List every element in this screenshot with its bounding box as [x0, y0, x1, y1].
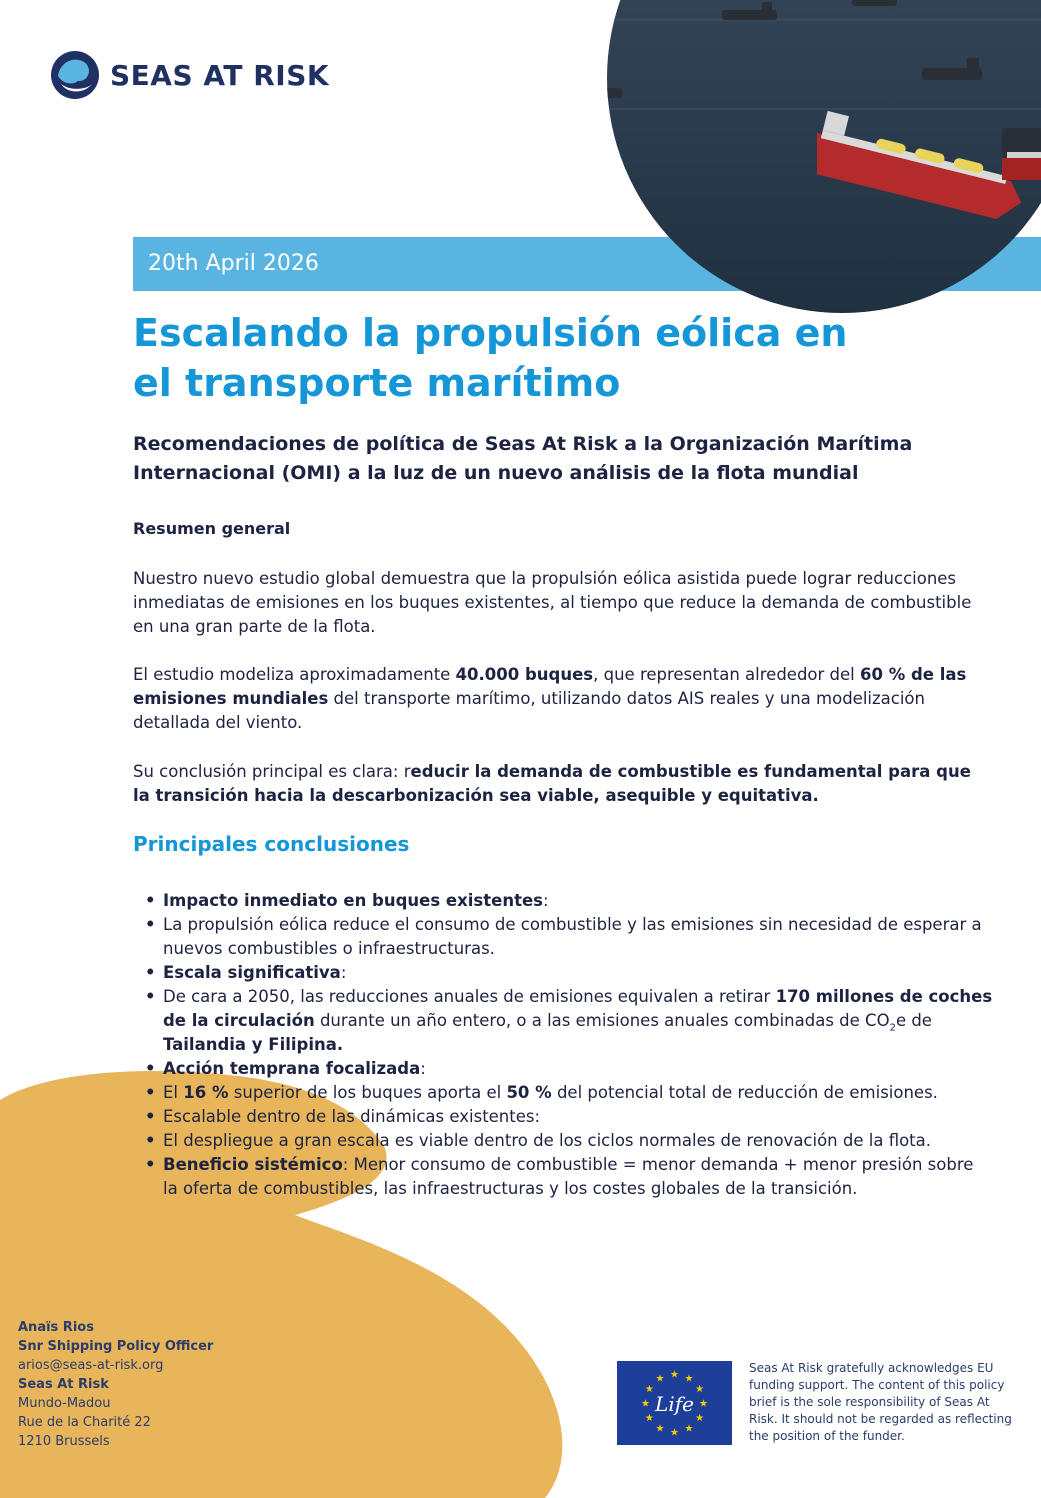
eu-star-icon: ★: [699, 1398, 708, 1410]
summary-paragraph-1: Nuestro nuevo estudio global demuestra que la propulsión eólica asistida puede lograr reducciones inmediatas de emisiones en los buques existentes, al tiempo que reduce la demanda de combustible en una gran parte de la flota.: [133, 569, 972, 636]
list-item: [163, 913, 993, 961]
conclusions-list: [163, 889, 993, 1201]
contact-address-line-3: 1210 Brussels: [18, 1434, 110, 1449]
bullet-6-text-c: superior de los buques aporta el: [228, 1083, 507, 1102]
bullet-1-bold: Impacto inmediato en buques existentes: [163, 891, 543, 910]
bullet-8-text: El despliegue a gran escala es viable dentro de los ciclos normales de renovación de la flota.: [163, 1131, 932, 1150]
list-item: [163, 1057, 993, 1081]
page-subtitle: Recomendaciones de política de Seas At Risk a la Organización Marítima Internacional (OMI) a la luz de un nuevo análisis de la flota mundial: [133, 433, 913, 484]
summary-paragraph-2: [133, 663, 993, 735]
eu-star-icon: ★: [641, 1398, 650, 1410]
bullet-6-bold-50: 50 %: [506, 1083, 552, 1102]
contact-name: Anaïs Rios: [18, 1320, 94, 1335]
contact-block: [18, 1318, 213, 1451]
bullet-9-bold: Beneficio sistémico: [163, 1155, 343, 1174]
eu-star-icon: ★: [644, 1384, 654, 1395]
contact-address-line-1: Mundo-Madou: [18, 1396, 111, 1411]
summary-paragraph-3: [133, 760, 993, 808]
p3-bold-conclusion: educir la demanda de combustible es fundamental para que la transición hacia la descarbonización sea viable, asequible y equitativa.: [133, 762, 971, 805]
bullet-2-text: La propulsión eólica reduce el consumo de combustible y las emisiones sin necesidad de esperar a nuevos combustibles o infraestructuras.: [163, 915, 982, 958]
bullet-6-text-d: del potencial total de reducción de emisiones.: [551, 1083, 938, 1102]
bullet-9-rest: : Menor consumo de combustible = menor demanda + menor presión sobre la oferta de combustibles, las infraestructuras y los costes globales de la transición.: [163, 1155, 974, 1198]
bullet-4-text-c: durante un año entero, o a las emisiones anuales combinadas de CO: [314, 1011, 890, 1030]
eu-star-icon: ★: [655, 1373, 665, 1385]
list-item: [163, 889, 993, 913]
bullet-4-text-a: De cara a 2050, las reducciones anuales de emisiones equivalen a retirar: [163, 987, 776, 1006]
contact-email[interactable]: arios@seas-at-risk.org: [18, 1358, 164, 1373]
bullet-5-rest: :: [420, 1059, 426, 1078]
bullet-1-rest: :: [542, 891, 549, 910]
eu-star-icon: ★: [695, 1384, 705, 1395]
bullet-7-text: Escalable dentro de las dinámicas existentes:: [163, 1107, 541, 1126]
p3-text-a: Su conclusión principal es clara: r: [133, 762, 411, 781]
bullet-6-bold-16: 16 %: [183, 1083, 229, 1102]
bullet-4-bold-countries: Tailandia y Filipina.: [163, 1035, 344, 1054]
eu-star-icon: ★: [670, 1427, 679, 1439]
bullet-4-bold-cars: 170 millones de coches de la circulación: [163, 987, 993, 1030]
eu-star-icon: ★: [644, 1413, 654, 1424]
summary-heading: Resumen general: [133, 519, 291, 538]
conclusions-heading: Principales conclusiones: [133, 832, 410, 856]
eu-star-icon: ★: [684, 1373, 694, 1385]
page-title: Escalando la propulsión eólica en el transporte marítimo: [133, 311, 848, 405]
bullet-4-text-d: e de: [895, 1011, 932, 1030]
wave-swirl-logo-icon: [50, 50, 100, 100]
eu-star-icon: ★: [670, 1369, 679, 1381]
list-item: [163, 1081, 993, 1105]
p2-bold-emissions: 60 % de las emisiones mundiales: [133, 665, 967, 708]
contact-role: Snr Shipping Policy Officer: [18, 1339, 214, 1354]
ships-at-sea-photo: [572, 0, 1041, 318]
p2-text-d: del transporte marítimo, utilizando datos AIS reales y una modelización detallada del viento.: [133, 689, 925, 732]
eu-star-icon: ★: [684, 1423, 694, 1435]
p2-text-c: , que representan alrededor del: [593, 665, 860, 684]
bullet-3-bold: Escala significativa: [163, 963, 341, 982]
flag-life-text: Life: [655, 1392, 694, 1416]
p2-text-a: El estudio modeliza aproximadamente: [133, 665, 456, 684]
bullet-6-text-a: El: [163, 1083, 184, 1102]
contact-address-line-2: Rue de la Charité 22: [18, 1415, 151, 1430]
bullet-3-rest: :: [340, 963, 347, 982]
publication-date: 20th April 2026: [148, 251, 319, 276]
bullet-4-subscript: 2: [889, 1022, 896, 1034]
bullet-5-bold: Acción temprana focalizada: [163, 1059, 421, 1078]
logo-name: SEAS AT RISK: [110, 58, 330, 92]
list-item: [163, 1129, 993, 1153]
list-item: [163, 961, 993, 985]
seas-at-risk-logo: [50, 50, 329, 100]
eu-star-icon: ★: [695, 1413, 705, 1424]
contact-org: Seas At Risk: [18, 1377, 109, 1392]
eu-star-icon: ★: [655, 1423, 665, 1435]
list-item: [163, 1105, 993, 1129]
list-item: [163, 985, 993, 1057]
list-item: [163, 1153, 993, 1201]
p2-bold-ships: 40.000 buques: [455, 665, 594, 684]
eu-funding-note: Seas At Risk gratefully acknowledges EU funding support. The content of this policy brief is the sole responsibility of Seas At Risk. It should not be regarded as reflecting the position of the funder.: [749, 1361, 1012, 1443]
eu-life-flag-icon: [617, 1361, 732, 1445]
